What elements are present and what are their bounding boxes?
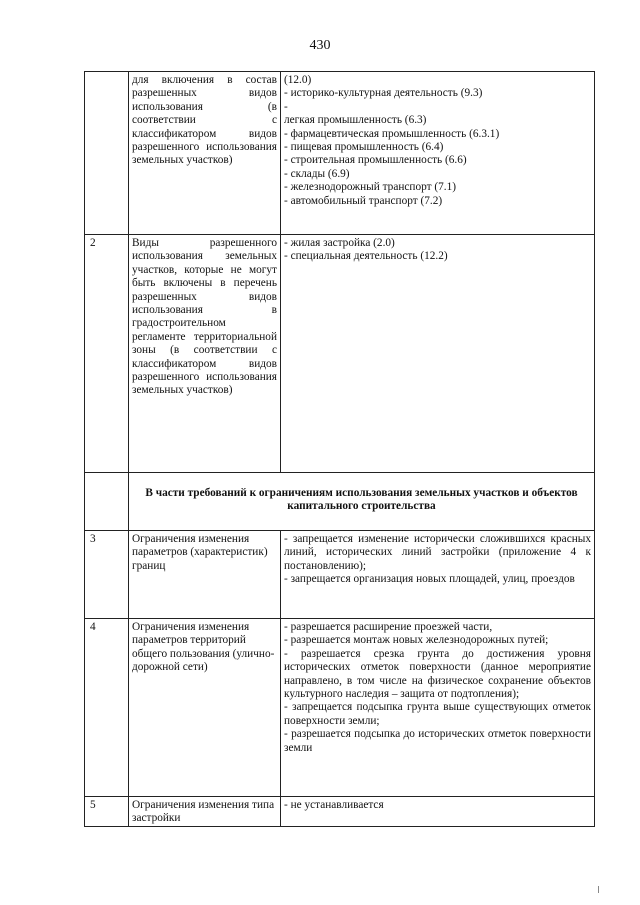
list-item: - историко-культурная деятельность (9.3) [284,87,483,100]
table-row [85,619,595,797]
list-item: - фармацевтическая промышленность (6.3.1) [284,127,500,140]
list-item: - строительная промышленность (6.6) [284,154,467,167]
list-item: - железнодорожный транспорт (7.1) [284,181,456,194]
table-row [85,797,595,827]
list-item: - запрещается подсыпка грунта выше существующих отметок поверхности земли; [284,701,591,727]
row-number-cell [85,72,129,235]
row-number-cell: 4 [85,619,129,797]
row-number-cell: 5 [85,797,129,827]
list-item: - разрешается срезка грунта до достижения уровня исторических отметок поверхности (данное мероприятие направлено, в том числе на физическое сохранение объектов культурного наследия – защита от подтопления); [284,647,591,701]
list-item: - не устанавливается [284,799,384,811]
row-items-cell [281,797,595,827]
list-item: - автомобильный транспорт (7.2) [284,194,443,207]
list-item: - специальная деятельность (12.2) [284,250,448,263]
list-item: - запрещается организация новых площадей, улиц, проездов [284,573,575,586]
regulation-table [84,71,595,827]
scan-mark [598,886,599,893]
list-item: легкая промышленность (6.3) [284,114,427,127]
row-items-cell [281,72,595,235]
list-item: - разрешается подсыпка до исторических отметок поверхности земли [284,728,591,754]
row-label-cell: Виды разрешенного использования земельных участков, которые не могут быть включены в перечень разрешенных видов использования в градостроительном регламенте территориальной зоны (в соответствии с классификатором видов разрешенного использования земельных участков) [129,235,281,473]
row-items-cell [281,619,595,797]
row-label-cell: Ограничения изменения параметров территорий общего пользования (улично-дорожной сети) [129,619,281,797]
empty-cell [85,473,129,531]
table-row [85,531,595,619]
row-label-cell: для включения в состав разрешенных видов использования (в соответствии с классификатором видов разрешенного использования земельных участков) [129,72,281,235]
list-item: - склады (6.9) [284,167,350,180]
table-row [85,235,595,473]
list-item: - запрещается изменение исторически сложившихся красных линий, исторических линий застройки (приложение 4 к постановлению); [284,533,591,572]
row-label-cell: Ограничения изменения параметров (характеристик) границ [129,531,281,619]
list-item: - разрешается монтаж новых железнодорожных путей; [284,634,549,647]
table-row [85,72,595,235]
list-item: - пищевая промышленность (6.4) [284,141,444,154]
row-number-cell: 2 [85,235,129,473]
section-header-row [85,473,595,531]
list-item: - [284,100,288,113]
row-number-cell: 3 [85,531,129,619]
row-items-cell [281,235,595,473]
list-item: - жилая застройка (2.0) [284,237,395,249]
list-item: (12.0) [284,74,312,86]
section-header: В части требований к ограничениям использования земельных участков и объектов капитального строительства [129,473,595,531]
row-items-cell [281,531,595,619]
page-number: 430 [309,38,331,53]
list-item: - разрешается расширение проезжей части, [284,621,493,633]
row-label-cell: Ограничения изменения типа застройки [129,797,281,827]
